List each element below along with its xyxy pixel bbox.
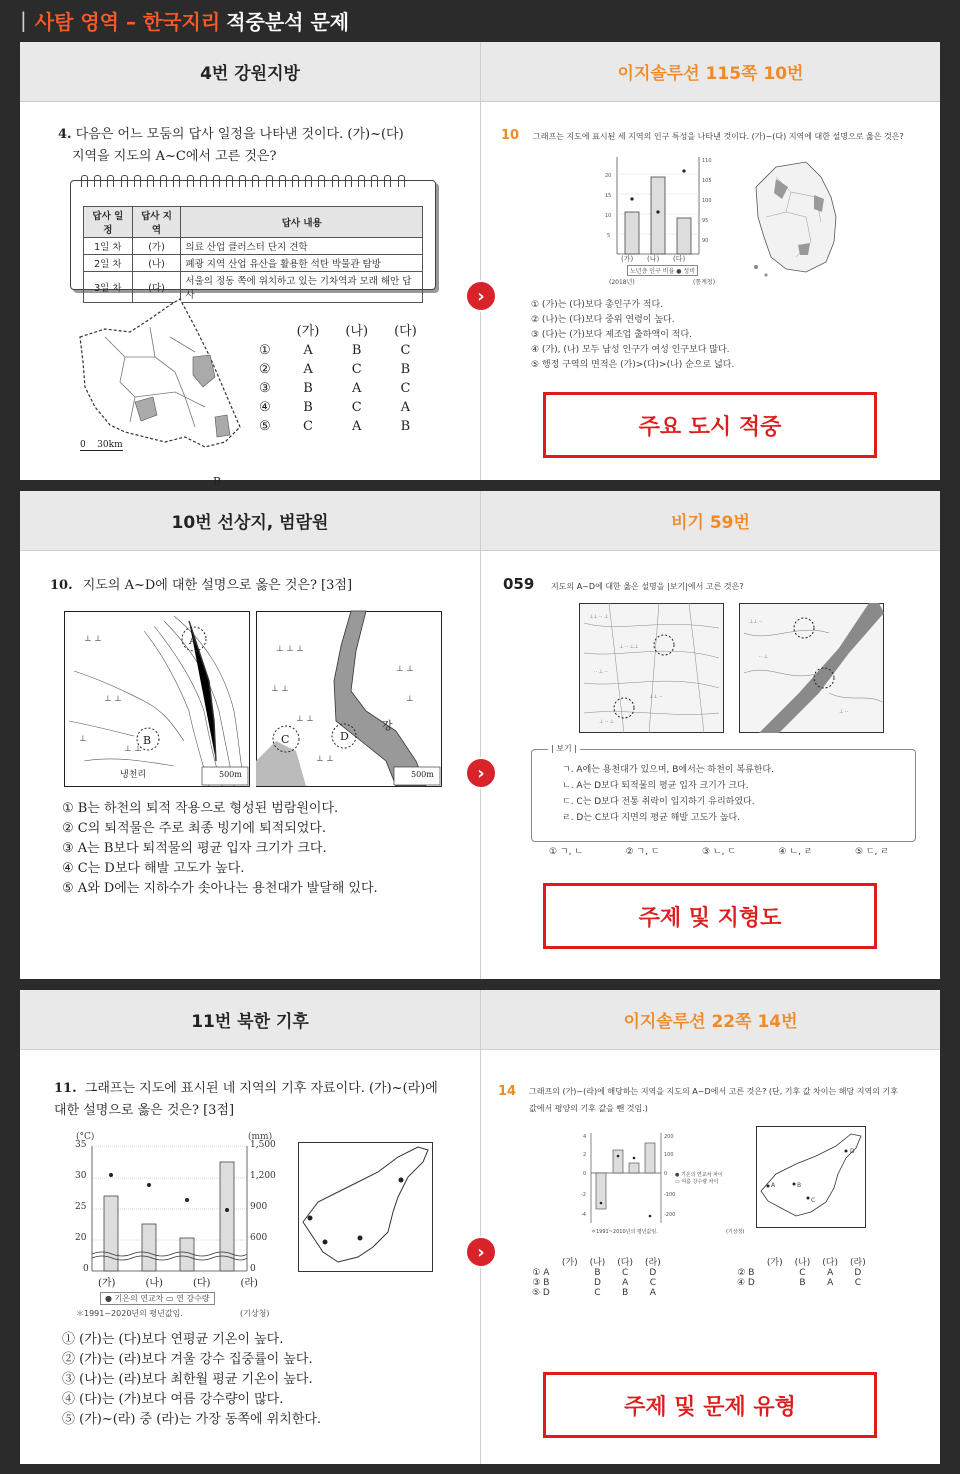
svg-text:·· ⊥ ··: ·· ⊥ ·· bbox=[594, 669, 608, 675]
question-number: 14 bbox=[498, 1084, 517, 1099]
north-korea-map bbox=[298, 1142, 433, 1272]
question-text-2: 지역을 지도의 A~C에서 고른 것은? bbox=[72, 149, 277, 164]
north-korea-map-small bbox=[756, 1126, 866, 1228]
bogi-item: ㄹ. D는 C보다 지면의 평균 해발 고도가 높다. bbox=[562, 813, 741, 823]
x-categories: (가) (나) (다) (라) bbox=[98, 1278, 258, 1289]
svg-text:90: 90 bbox=[702, 238, 709, 244]
option: ① (가)는 (다)보다 총인구가 적다. bbox=[531, 300, 664, 310]
option: ⑤ 행정 구역의 면적은 (가)>(다)>(나) 순으로 넓다. bbox=[531, 360, 735, 370]
svg-text:20: 20 bbox=[605, 173, 612, 179]
table-row bbox=[84, 238, 423, 255]
schedule-notebook bbox=[70, 180, 436, 301]
svg-text:⊥ ⊥: ⊥ ⊥ bbox=[84, 634, 102, 643]
title-divider: | bbox=[20, 8, 27, 32]
arrow-right-icon[interactable]: › bbox=[465, 280, 497, 312]
svg-text:10: 10 bbox=[605, 213, 612, 219]
question-text-2: 값에서 평양의 기후 값을 뺀 것임.) bbox=[529, 1104, 648, 1113]
question-number: 10. bbox=[50, 578, 73, 593]
svg-text:-4: -4 bbox=[581, 1212, 586, 1218]
spiral-binding bbox=[81, 175, 405, 187]
choice: ⑤ ㄷ, ㄹ bbox=[854, 847, 889, 857]
climate-chart bbox=[92, 1146, 272, 1286]
option: ③ (다)는 (가)보다 제조업 출하액이 적다. bbox=[531, 330, 692, 340]
question-text: 그래프는 지도에 표시된 네 지역의 기후 자료이다. (가)~(라)에 bbox=[84, 1081, 438, 1096]
chart-legend: ● 기온의 연교차 ▭ 연 강수량 bbox=[100, 1292, 215, 1305]
svg-text:⊥ ⊥: ⊥ ⊥ bbox=[104, 694, 122, 703]
option: ① (가)는 (다)보다 연평균 기온이 높다. bbox=[62, 1332, 284, 1347]
option: ③ (나)는 (라)보다 최한월 평균 기온이 높다. bbox=[62, 1372, 313, 1387]
topo-map-alluvial-fan bbox=[64, 611, 250, 787]
chart-source: (기상청) bbox=[726, 1229, 745, 1235]
map-scale: 500m bbox=[219, 770, 242, 779]
table-cell: 서울의 정동 쪽에 위치하고 있는 기차역과 모래 해안 답사 bbox=[181, 272, 423, 303]
table-header: 답사 지역 bbox=[132, 207, 181, 238]
svg-text:15: 15 bbox=[605, 193, 612, 199]
option: ⑤ (가)~(라) 중 (라)는 가장 동쪽에 위치한다. bbox=[62, 1412, 322, 1427]
table-header: 답사 내용 bbox=[181, 207, 423, 238]
svg-text:·· ⊥: ·· ⊥ bbox=[759, 654, 769, 660]
chart-note: ＊1991~2010년의 평년값임. bbox=[591, 1229, 658, 1235]
option: ⑤ A와 D에는 지하수가 솟아나는 용천대가 발달해 있다. bbox=[62, 881, 378, 896]
answer-row: ⑤ C A B bbox=[259, 419, 411, 434]
answer-row: ① A B C D bbox=[532, 1268, 657, 1278]
svg-text:⊥⊥ ··: ⊥⊥ ·· bbox=[649, 694, 663, 700]
svg-text:⊥⊥ ·· ⊥: ⊥⊥ ·· ⊥ bbox=[589, 614, 609, 620]
svg-text:5: 5 bbox=[607, 233, 611, 239]
place-name: 냉천리 bbox=[120, 770, 147, 780]
map-label-c: C bbox=[811, 1197, 816, 1204]
answer-row: ② B C A D bbox=[737, 1268, 862, 1278]
arrow-right-icon[interactable]: › bbox=[465, 1236, 497, 1268]
map-label-b: B bbox=[143, 734, 152, 747]
svg-text:100: 100 bbox=[702, 198, 712, 204]
table-cell: 의료 산업 클러스터 단지 견학 bbox=[181, 238, 423, 255]
answer-row: ⑤ D C B A bbox=[532, 1288, 656, 1298]
chart-category: (가) bbox=[621, 255, 634, 263]
gangwon-map bbox=[75, 297, 245, 457]
table-row bbox=[84, 255, 423, 272]
option: ② C의 퇴적물은 주로 최종 빙기에 퇴적되었다. bbox=[62, 821, 327, 836]
svg-text:⊥ ··: ⊥ ·· bbox=[839, 709, 849, 715]
question-number: 059 bbox=[503, 575, 535, 593]
chart-note: (2018년) bbox=[609, 279, 635, 286]
svg-text:-100: -100 bbox=[664, 1192, 676, 1198]
choice: ③ ㄴ, ㄷ bbox=[701, 847, 737, 857]
left-question-pane bbox=[20, 551, 480, 979]
choice: ① ㄱ, ㄴ bbox=[549, 847, 584, 857]
map-label-a: A bbox=[771, 1182, 776, 1189]
option: ④ (다)는 (가)보다 여름 강수량이 많다. bbox=[62, 1392, 284, 1407]
section-3 bbox=[20, 990, 940, 1464]
answer-choices-left: (가) (나) (다) (라) ① A B C D ③ B D A C ⑤ D C B A bbox=[526, 1255, 667, 1298]
table-cell: 2일 차 bbox=[84, 255, 133, 272]
chart-legend: 노년층 인구 비율 ● 성비 bbox=[627, 265, 698, 276]
map-label-d: D bbox=[340, 730, 349, 743]
question-text: 그래프의 (가)~(라)에 해당하는 지역을 지도의 A~D에서 고른 것은? (단, 기후 값 차이는 해당 지역의 기후 bbox=[529, 1087, 898, 1096]
svg-text:100: 100 bbox=[664, 1152, 674, 1158]
answer-row: ② A C B bbox=[259, 362, 411, 377]
svg-text:4: 4 bbox=[583, 1134, 587, 1140]
left-header: 11번 북한 기후 bbox=[191, 1012, 309, 1032]
option: ② (나)는 (다)보다 중위 연령이 높다. bbox=[531, 315, 675, 325]
chart-legend: ▭ 여름 강수량 차이 bbox=[675, 1179, 719, 1185]
section-2 bbox=[20, 491, 940, 979]
table-header: 답사 일정 bbox=[84, 207, 133, 238]
option: ④ C는 D보다 해발 고도가 높다. bbox=[62, 861, 245, 876]
right-question-pane bbox=[480, 1050, 940, 1464]
river-label: 강 bbox=[382, 719, 393, 732]
svg-text:⊥ ⊥ ⊥: ⊥ ⊥ ⊥ bbox=[276, 644, 304, 653]
svg-text:0: 0 bbox=[583, 1171, 587, 1177]
chart-category: (다) bbox=[673, 255, 686, 263]
y-ticks-left: 35 30 25 20 0 bbox=[75, 1140, 89, 1274]
svg-text:-2: -2 bbox=[581, 1192, 586, 1198]
population-chart bbox=[599, 152, 729, 277]
topo-map-right-1 bbox=[579, 603, 724, 733]
question-number: 4. bbox=[58, 127, 72, 142]
choice-row bbox=[549, 845, 889, 860]
answer-row: ③ B D A C bbox=[532, 1278, 657, 1288]
answer-row: ④ D B A C bbox=[737, 1278, 862, 1288]
chart-legend: ● 기온의 연교차 차이 bbox=[675, 1172, 723, 1178]
badge-main-cities: 주요 도시 적중 bbox=[543, 392, 877, 458]
answer-row: ④ B C A bbox=[259, 400, 411, 415]
section-header bbox=[20, 491, 940, 551]
svg-text:⊥: ⊥ bbox=[79, 734, 87, 743]
answer-row: ① A B C bbox=[259, 343, 411, 358]
choice: ② ㄱ, ㄷ bbox=[625, 847, 660, 857]
topo-map-floodplain bbox=[256, 611, 442, 787]
korea-map bbox=[736, 157, 851, 282]
svg-text:⊥: ⊥ bbox=[406, 694, 414, 703]
arrow-right-icon[interactable]: › bbox=[465, 757, 497, 789]
table-cell: (가) bbox=[132, 238, 181, 255]
bogi-box bbox=[531, 744, 916, 842]
map-scale: 500m bbox=[411, 770, 434, 779]
title-rest: 적중분석 문제 bbox=[226, 9, 350, 34]
option: ④ (가), (나) 모두 남성 인구가 여성 인구보다 많다. bbox=[531, 345, 730, 355]
left-header: 4번 강원지방 bbox=[200, 64, 300, 84]
question-number: 10 bbox=[501, 128, 520, 143]
question-number: 11. bbox=[54, 1081, 77, 1096]
answer-choices bbox=[245, 317, 431, 437]
bogi-item: ㄷ. C는 D보다 전통 취락이 입지하기 유리하였다. bbox=[562, 797, 755, 807]
section-header bbox=[20, 42, 940, 102]
option: ② (가)는 (라)보다 겨울 강수 집중률이 높다. bbox=[62, 1352, 313, 1367]
chart-source: (통계청) bbox=[693, 279, 716, 286]
section-header bbox=[20, 990, 940, 1050]
unit-left: (°C) bbox=[76, 1132, 95, 1142]
svg-text:⊥ ·· ⊥⊥: ⊥ ·· ⊥⊥ bbox=[619, 644, 639, 650]
map-label-a: A bbox=[189, 634, 197, 647]
svg-text:⊥ ⊥: ⊥ ⊥ bbox=[396, 664, 414, 673]
option: ① B는 하천의 퇴적 작용으로 형성된 범람원이다. bbox=[62, 801, 339, 816]
right-header: 이지솔루션 115쪽 10번 bbox=[480, 42, 940, 101]
bogi-title: | 보기 | bbox=[548, 743, 580, 754]
bogi-item: ㄴ. A는 D보다 퇴적물의 평균 입자 크기가 크다. bbox=[562, 781, 749, 791]
answer-header: (다) bbox=[394, 324, 417, 339]
answer-choices-right: (가) (나) (다) (라) ② B C A D ④ D B A C bbox=[731, 1255, 872, 1288]
right-question-pane bbox=[480, 551, 940, 979]
options-list bbox=[62, 1330, 321, 1430]
map-label-c: C bbox=[281, 733, 290, 746]
answer-header: (나) bbox=[345, 324, 369, 339]
svg-text:⊥ ·· ⊥: ⊥ ·· ⊥ bbox=[599, 719, 615, 725]
table-cell: 3일 차 bbox=[84, 272, 133, 303]
right-question-pane bbox=[480, 102, 940, 480]
map-label-b: B bbox=[213, 475, 222, 488]
left-question-pane bbox=[20, 102, 480, 488]
badge-topic-topomap: 주제 및 지형도 bbox=[543, 883, 877, 949]
table-cell: 폐광 지역 산업 유산을 활용한 석탄 박물관 탐방 bbox=[181, 255, 423, 272]
svg-text:105: 105 bbox=[702, 178, 712, 184]
map-label-b: B bbox=[797, 1182, 802, 1189]
svg-text:0: 0 bbox=[664, 1171, 668, 1177]
svg-text:⊥⊥ ··: ⊥⊥ ·· bbox=[749, 619, 763, 625]
section-1 bbox=[20, 42, 940, 488]
svg-text:⊥ ⊥: ⊥ ⊥ bbox=[296, 714, 314, 723]
table-cell: (나) bbox=[132, 255, 181, 272]
left-header: 10번 선상지, 범람원 bbox=[171, 513, 329, 533]
question-text: 지도의 A~D에 대한 설명으로 옳은 것은? [3점] bbox=[82, 578, 353, 593]
badge-topic-question-type: 주제 및 문제 유형 bbox=[543, 1372, 877, 1438]
svg-text:95: 95 bbox=[702, 218, 709, 224]
svg-text:110: 110 bbox=[702, 158, 712, 164]
svg-text:2: 2 bbox=[583, 1152, 587, 1158]
topo-map-right-2 bbox=[739, 603, 884, 733]
options-list bbox=[531, 298, 734, 373]
map-scale: 0 30km bbox=[80, 440, 123, 450]
table-cell: (다) bbox=[132, 272, 181, 303]
river-label: 금 bbox=[360, 668, 371, 681]
page-title bbox=[0, 0, 960, 40]
question-text: 다음은 어느 모둠의 답사 일정을 나타낸 것이다. (가)~(다) bbox=[75, 127, 404, 142]
unit-right: (mm) bbox=[248, 1132, 273, 1142]
left-question-pane bbox=[20, 1050, 480, 1464]
chart-category: (나) bbox=[647, 255, 660, 263]
question-text: 지도의 A~D에 대한 옳은 설명을 |보기|에서 고른 것은? bbox=[551, 582, 744, 591]
question-text-2: 대한 설명으로 옳은 것은? [3점] bbox=[54, 1103, 235, 1118]
svg-text:200: 200 bbox=[664, 1134, 674, 1140]
choice: ④ ㄴ, ㄹ bbox=[778, 847, 813, 857]
map-label-d: D bbox=[850, 1148, 855, 1155]
answer-row: ③ B A C bbox=[259, 381, 411, 396]
title-highlight: 사탐 영역 – 한국지리 bbox=[34, 9, 221, 34]
svg-text:-200: -200 bbox=[664, 1212, 676, 1218]
chart-source: (기상청) bbox=[240, 1309, 270, 1318]
bogi-item: ㄱ. A에는 용천대가 있으며, B에서는 하천이 복류한다. bbox=[562, 765, 774, 775]
schedule-table bbox=[83, 206, 423, 303]
svg-text:⊥ ⊥: ⊥ ⊥ bbox=[271, 684, 289, 693]
question-text: 그래프는 지도에 표시된 세 지역의 인구 특성을 나타낸 것이다. (가)~(다) 지역에 대한 설명으로 옳은 것은? bbox=[533, 132, 904, 141]
right-header: 비기 59번 bbox=[480, 491, 940, 550]
table-cell: 1일 차 bbox=[84, 238, 133, 255]
chart-note: ＊1991~2020년의 평년값임. bbox=[76, 1309, 183, 1318]
svg-text:⊥ ⊥: ⊥ ⊥ bbox=[316, 754, 334, 763]
right-header: 이지솔루션 22쪽 14번 bbox=[480, 990, 940, 1049]
answer-header: (가) bbox=[296, 324, 320, 339]
y-ticks-right: 1,500 1,200 900 600 0 bbox=[250, 1140, 276, 1274]
svg-text:⊥ ⊥: ⊥ ⊥ bbox=[124, 744, 142, 753]
option: ③ A는 B보다 퇴적물의 평균 입자 크기가 크다. bbox=[62, 841, 327, 856]
options-list bbox=[62, 799, 378, 899]
